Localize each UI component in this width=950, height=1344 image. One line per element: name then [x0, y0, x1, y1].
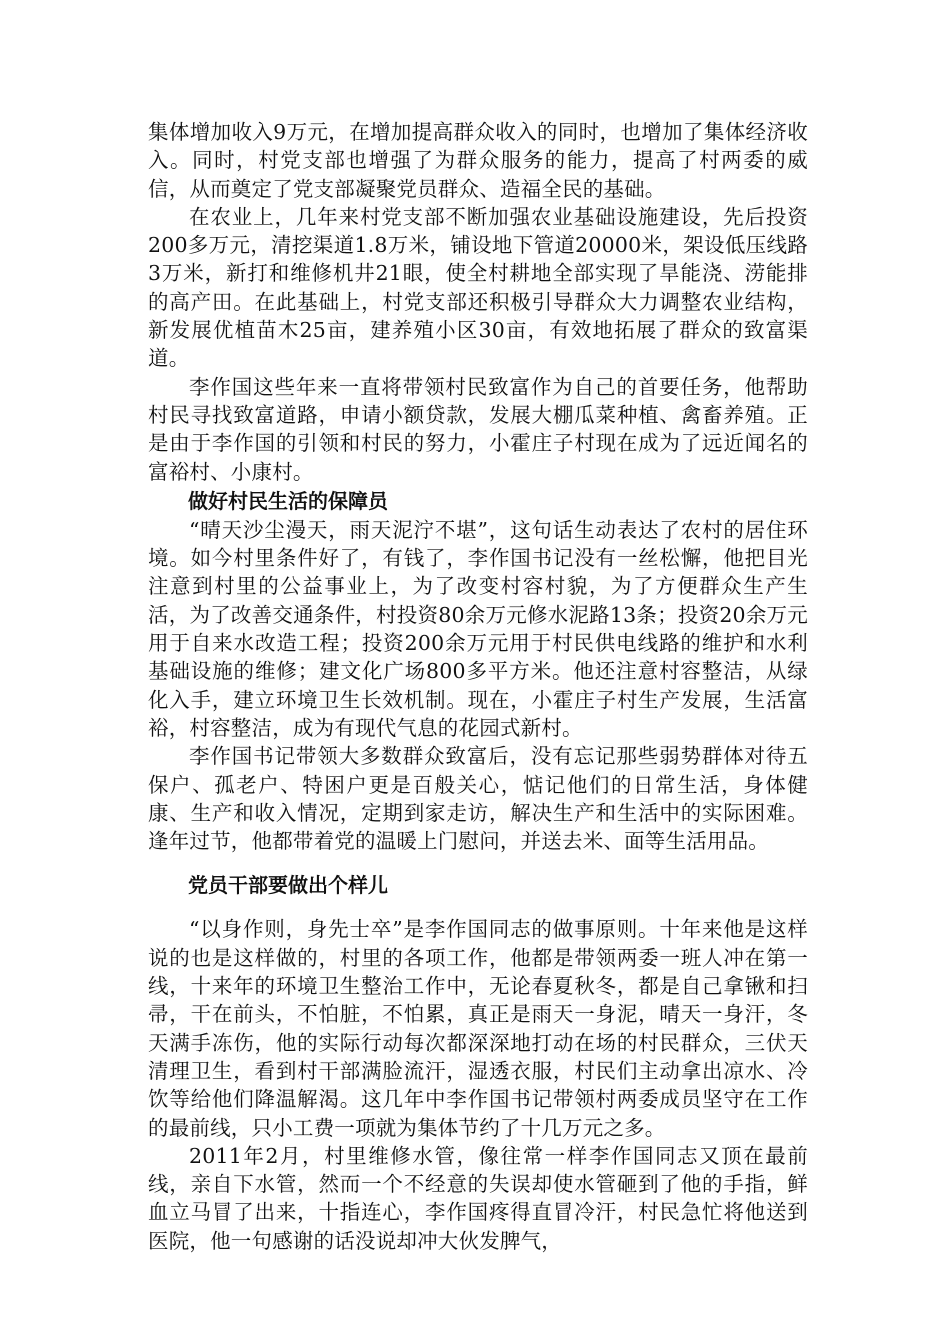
paragraph: 集体增加收入9万元，在增加提高群众收入的同时，也增加了集体经济收入。同时，村党支部也增强了为群众服务的能力，提高了村两委的威信，从而奠定了党支部凝聚党员群众、造福全民的基础。 — [148, 120, 808, 201]
paragraph: 2011年2月，村里维修水管，像往常一样李作国同志又顶在最前线，亲自下水管，然而一个不经意的失误却使水管砸到了他的手指，鲜血立马冒了出来，十指连心，李作国疼得直冒冷汗，村民急忙将他送到医院，他一句感谢的话没说却冲大伙发脾气， — [148, 1143, 808, 1253]
section-heading: 党员干部要做出个样儿 — [188, 873, 388, 898]
paragraph: 在农业上，几年来村党支部不断加强农业基础设施建设，先后投资200多万元，清挖渠道1.8万米，铺设地下管道20000米，架设低压线路3万米，新打和维修机井21眼，使全村耕地全部实现了旱能浇、涝能排的高产田。在此基础上，村党支部还积极引导群众大力调整农业结构，新发展优植苗木25亩，建养殖小区30亩，有效地拓展了群众的致富渠道。 — [148, 204, 808, 371]
paragraph: 李作国书记带领大多数群众致富后，没有忘记那些弱势群体对待五保户、孤老户、特困户更是百般关心，惦记他们的日常生活，身体健康、生产和收入情况，定期到家走访，解决生产和生活中的实际困难。逢年过节，他都带着党的温暖上门慰问，并送去米、面等生活用品。 — [148, 744, 808, 854]
paragraph: “以身作则，身先士卒”是李作国同志的做事原则。十年来他是这样说的也是这样做的，村里的各项工作，他都是带领两委一班人冲在第一线，十来年的环境卫生整治工作中，无论春夏秋冬，都是自己拿锹和扫帚，干在前头，不怕脏，不怕累，真正是雨天一身泥，晴天一身汗，冬天满手冻伤，他的实际行动每次都深深地打动在场的村民群众，三伏天清理卫生，看到村干部满脸流汗，湿透衣服，村民们主动拿出凉水、冷饮等给他们降温解渴。这几年中李作国书记带领村两委成员坚守在工作的最前线，只小工费一项就为集体节约了十几万元之多。 — [148, 917, 808, 1140]
document-page — [148, 118, 808, 1255]
paragraph: 李作国这些年来一直将带领村民致富作为自己的首要任务，他帮助村民寻找致富道路，申请小额贷款，发展大棚瓜菜种植、禽畜养殖。正是由于李作国的引领和村民的努力，小霍庄子村现在成为了远近闻名的富裕村、小康村。 — [148, 374, 808, 484]
section-heading: 做好村民生活的保障员 — [188, 488, 388, 513]
paragraph: “晴天沙尘漫天，雨天泥泞不堪”，这句话生动表达了农村的居住环境。如今村里条件好了，有钱了，李作国书记没有一丝松懈，他把目光注意到村里的公益事业上，为了改变村容村貌，为了方便群众生产生活，为了改善交通条件，村投资80余万元修水泥路13条；投资20余万元用于自来水改造工程；投资200余万元用于村民供电线路的维护和水利基础设施的维修；建文化广场800多平方米。他还注意村容整洁，从绿化入手，建立环境卫生长效机制。现在，小霍庄子村生产发展，生活富裕，村容整洁，成为有现代气息的花园式新村。 — [148, 517, 808, 740]
